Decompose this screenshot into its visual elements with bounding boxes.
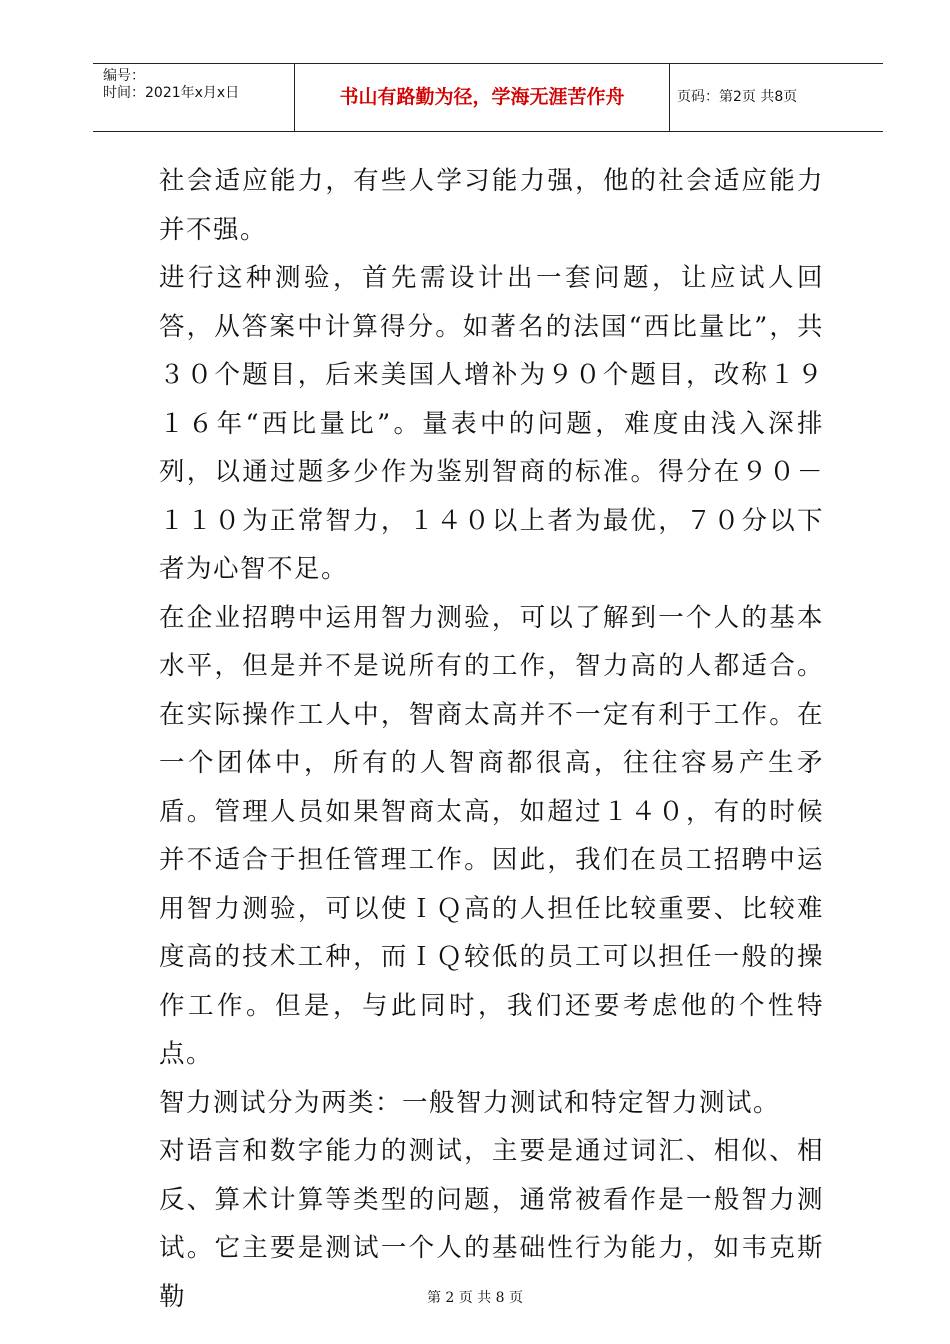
document-body <box>159 157 824 1321</box>
header-divider-right <box>669 64 670 131</box>
page-header <box>93 63 883 132</box>
header-number-label: 编号： <box>103 68 145 84</box>
paragraph: 社会适应能力，有些人学习能力强，他的社会适应能力并不强。 <box>159 166 824 245</box>
page-footer: 第 2 页 共 8 页 <box>426 1290 524 1306</box>
header-motto: 书山有路勤为径，学海无涯苦作舟 <box>339 86 625 108</box>
paragraph: 对语言和数字能力的测试，主要是通过词汇、相似、相反、算术计算等类型的问题，通常被看作是一般智力测试。它主要是测试一个人的基础性行为能力，如韦克斯勒 <box>159 1136 824 1312</box>
header-page-label: 页码：第2页 共8页 <box>677 89 798 105</box>
header-time-label: 时间：2021年x月x日 <box>103 85 240 101</box>
header-divider-left <box>294 64 295 131</box>
header-meta <box>103 68 239 102</box>
paragraph: 智力测试分为两类：一般智力测试和特定智力测试。 <box>159 1087 781 1118</box>
paragraph: 进行这种测验，首先需设计出一套问题，让应试人回答，从答案中计算得分。如著名的法国“西比量比”，共３０个题目，后来美国人增补为９０个题目，改称１９１６年“西比量比”。量表中的问题，难度由浅入深排列，以通过题多少作为鉴别智商的标准。得分在９０－１１０为正常智力，１４０以上者为最优，７０分以下者为心智不足。 <box>159 263 824 584</box>
paragraph: 在企业招聘中运用智力测验，可以了解到一个人的基本水平，但是并不是说所有的工作，智力高的人都适合。在实际操作工人中，智商太高并不一定有利于工作。在一个团体中，所有的人智商都很高，往往容易产生矛盾。管理人员如果智商太高，如超过１４０，有的时候并不适合于担任管理工作。因此，我们在员工招聘中运用智力测验，可以使ＩＱ高的人担任比较重要、比较难度高的技术工种，而ＩＱ较低的员工可以担任一般的操作工作。但是，与此同时，我们还要考虑他的个性特点。 <box>159 602 824 1069</box>
